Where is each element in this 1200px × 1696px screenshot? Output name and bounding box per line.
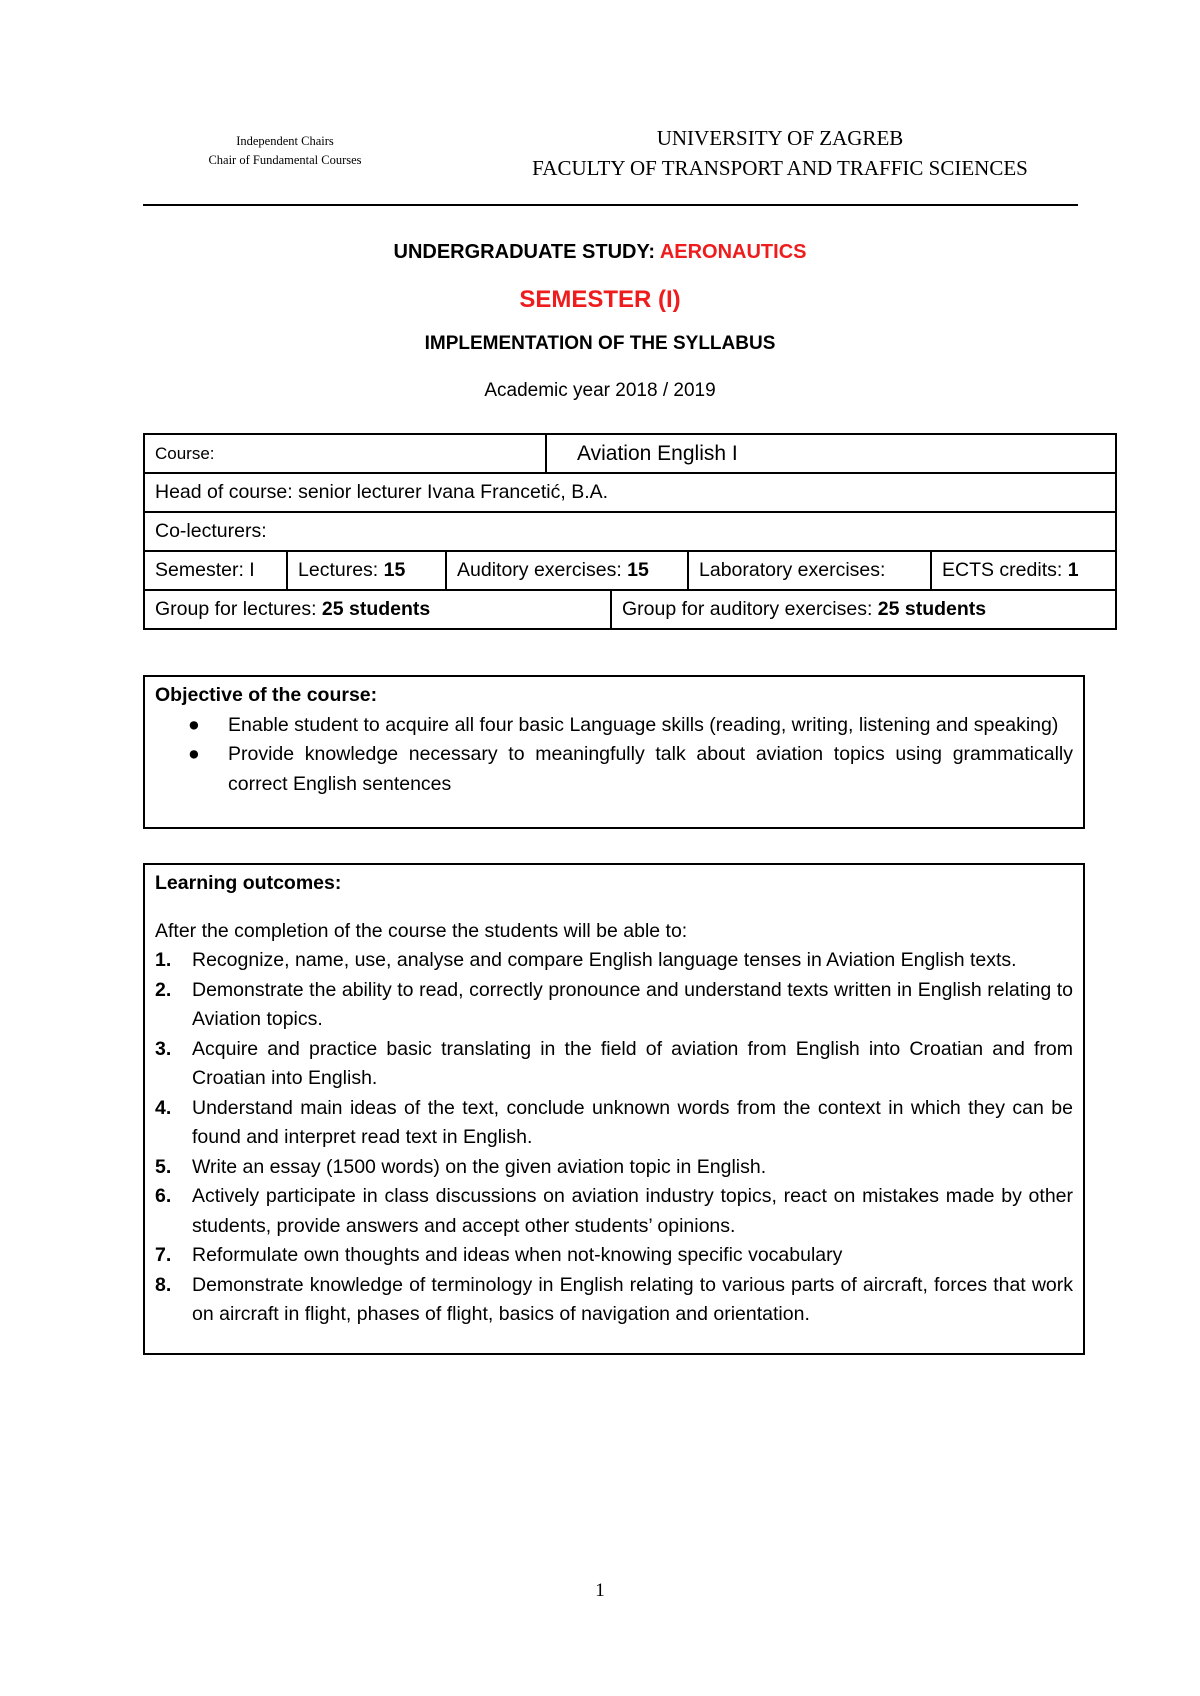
list-item: 3. Acquire and practice basic translating in the field of aviation from English into Croatian and from Croatian into English. bbox=[155, 1037, 1073, 1089]
page-number: 1 bbox=[595, 1580, 605, 1601]
head-row bbox=[144, 473, 1116, 512]
list-item: 4. Understand main ideas of the text, conclude unknown words from the context in which they can be found and interpret read text in English. bbox=[155, 1096, 1073, 1148]
header-chairs bbox=[150, 132, 420, 170]
header-divider bbox=[143, 204, 1078, 206]
study-title bbox=[0, 241, 1200, 264]
course-info-table bbox=[143, 433, 1117, 630]
list-item: 5. Write an essay (1500 words) on the given aviation topic in English. bbox=[155, 1155, 767, 1178]
semester-cell: Semester: I bbox=[155, 559, 255, 581]
auditory-cell: Auditory exercises: 15 bbox=[446, 552, 688, 589]
bullet-icon: ● bbox=[188, 743, 200, 765]
laboratory-cell: Laboratory exercises: bbox=[688, 552, 931, 589]
learning-outcomes-intro: After the completion of the course the students will be able to: bbox=[155, 919, 688, 942]
semester-title: SEMESTER (I) bbox=[519, 286, 681, 313]
co-lecturers-row bbox=[144, 512, 1116, 551]
objective-box bbox=[143, 675, 1085, 829]
learning-outcomes-list bbox=[155, 946, 1073, 1330]
list-item: 7. Reformulate own thoughts and ideas when not-knowing specific vocabulary bbox=[155, 1244, 843, 1266]
objective-title: Objective of the course: bbox=[155, 684, 378, 706]
co-lecturers: Co-lecturers: bbox=[144, 512, 1116, 551]
study-prefix: UNDERGRADUATE STUDY: bbox=[393, 241, 660, 263]
implementation-title: IMPLEMENTATION OF THE SYLLABUS bbox=[424, 333, 776, 354]
list-item: 2. Demonstrate the ability to read, correctly pronounce and understand texts written in English relating to Aviation topics. bbox=[155, 978, 1073, 1030]
learning-outcomes-box bbox=[143, 863, 1085, 1355]
group-lectures-cell: Group for lectures: 25 students bbox=[155, 598, 431, 620]
course-label: Course: bbox=[155, 443, 215, 463]
list-item: ● Provide knowledge necessary to meaningfully talk about aviation topics using grammatically correct English sentences bbox=[228, 740, 1073, 799]
objective-list bbox=[155, 711, 1073, 800]
learning-outcomes-title: Learning outcomes: bbox=[155, 872, 342, 894]
list-item: 8. Demonstrate knowledge of terminology in English relating to various parts of aircraft, forces that work on aircraft in flight, phases of flight, basics of navigation and orientation. bbox=[155, 1273, 1073, 1325]
course-name: Aviation English I bbox=[546, 435, 1115, 472]
chair-name: Independent Chairs bbox=[236, 134, 334, 148]
faculty-name: FACULTY OF TRANSPORT AND TRAFFIC SCIENCES bbox=[532, 156, 1028, 180]
bullet-icon: ● bbox=[188, 713, 200, 736]
list-item: ● Enable student to acquire all four basic Language skills (reading, writing, listening and speaking) bbox=[228, 711, 1073, 741]
list-item: 1. Recognize, name, use, analyse and compare English language tenses in Aviation English texts. bbox=[155, 949, 1017, 971]
study-name: AERONAUTICS bbox=[659, 241, 807, 263]
lectures-cell: Lectures: 15 bbox=[287, 552, 446, 589]
list-item: 6. Actively participate in class discussions on aviation industry topics, react on mistakes made by other students, provide answers and accept other students’ opinions. bbox=[155, 1185, 1073, 1237]
course-row bbox=[144, 434, 1116, 473]
group-auditory-cell: Group for auditory exercises: 25 students bbox=[611, 591, 1115, 628]
hours-row bbox=[144, 551, 1116, 590]
university-name: UNIVERSITY OF ZAGREB bbox=[656, 126, 904, 150]
header-institution bbox=[505, 123, 1055, 183]
ects-cell: ECTS credits: 1 bbox=[931, 552, 1115, 589]
academic-year: Academic year 2018 / 2019 bbox=[484, 380, 716, 401]
head-of-course: Head of course: senior lecturer Ivana Francetić, B.A. bbox=[144, 473, 1116, 512]
chair-subname: Chair of Fundamental Courses bbox=[208, 153, 362, 167]
groups-row bbox=[144, 590, 1116, 629]
